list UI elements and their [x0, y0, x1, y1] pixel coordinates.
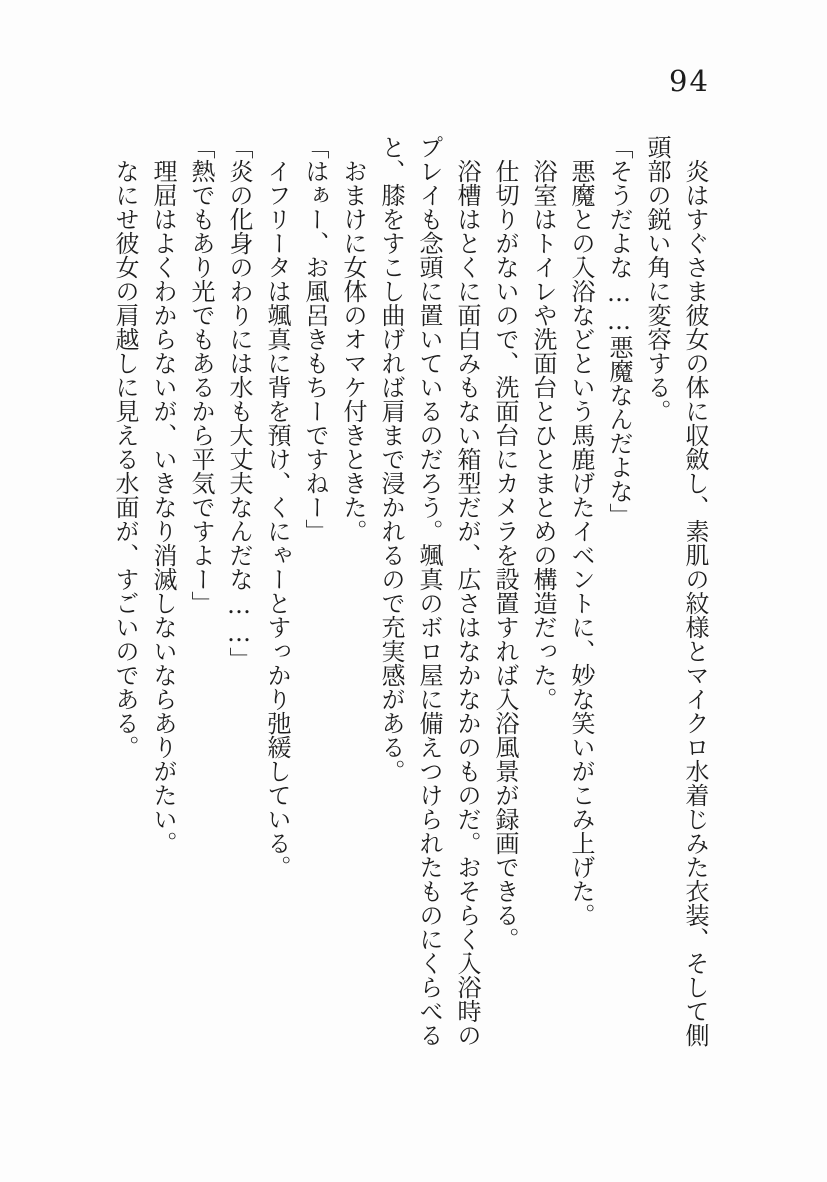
paragraph-narration: なにせ彼女の肩越しに見える水面が、すごいのである。 [111, 159, 139, 759]
paragraph-dialogue: 「炎の化身のわりには水も大丈夫なんだな……」 [225, 135, 253, 671]
paragraph-dialogue: 「そうだよな……悪魔なんだよな」 [605, 135, 633, 527]
paragraph-dialogue: 「はぁー、お風呂きもちーですねー」 [301, 135, 329, 543]
paragraph-narration: 浴室はトイレや洗面台とひとまとめの構造だった。 [529, 159, 557, 711]
paragraph-narration: イフリータは颯真に背を預け、くにゃーとすっかり弛緩している。 [263, 159, 291, 879]
paragraph-narration: 仕切りがないので、洗面台にカメラを設置すれば入浴風景が録画できる。 [491, 159, 519, 951]
paragraph-dialogue: 「熱でもあり光でもあるから平気ですよー」 [187, 135, 215, 615]
paragraph-narration: おまけに女体のオマケ付きときた。 [339, 159, 367, 543]
text-block [106, 135, 714, 1051]
paragraph-narration: 炎はすぐさま彼女の体に収斂し、素肌の紋様とマイクロ水着じみた衣装、そして側頭部の鋭い角に変容する。 [643, 135, 709, 1047]
paragraph-narration: 理屈はよくわからないが、いきなり消滅しないならありがたい。 [149, 159, 177, 855]
paragraph-narration: 悪魔との入浴などという馬鹿げたイベントに、妙な笑いがこみ上げた。 [567, 159, 595, 927]
paragraph-narration: 浴槽はとくに面白みもない箱型だが、広さはなかなかのものだ。おそらく入浴時のプレイも念頭に置いているのだろう。颯真のボロ屋に備えつけられたものにくらべると、膝をすこし曲げれば肩まで浸かれるので充実感がある。 [377, 135, 481, 1047]
page-number: 94 [669, 64, 710, 98]
